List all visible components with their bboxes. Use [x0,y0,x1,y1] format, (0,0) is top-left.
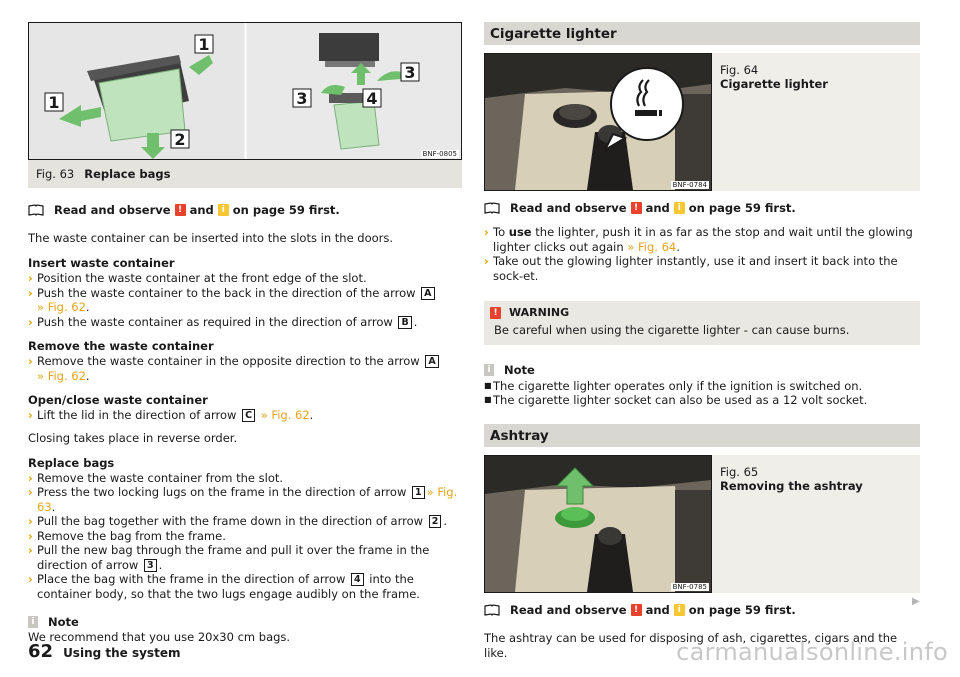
note-heading: i Note [28,615,462,629]
note-bullet-2: ■ The cigarette lighter socket can also be used as a 12 volt socket. [484,393,920,407]
fig-64-link[interactable]: » Fig. 64 [627,239,677,254]
chevron-right-icon: › [28,354,33,368]
lighter-symbol [635,110,657,116]
fig-63-link[interactable]: » Fig. 63 [37,485,458,514]
chevron-right-icon: › [28,543,33,557]
lighter-step-2: › Take out the glowing lighter instantly, use it and insert it back into the sock-et. [484,254,898,283]
bags-step-4: › Remove the bag from the frame. [28,528,226,543]
insert-step-2: › Push the waste container to the back in the direction of the arrow A » Fig. 62. [28,286,462,315]
arrow-key-c: C [242,409,255,422]
insert-step-3: › Push the waste container as required in the direction of arrow B . [28,314,418,329]
figure-65-code: BNF-0785 [672,583,707,591]
book-icon [484,202,500,214]
figure-64-title: Cigarette lighter [720,77,828,91]
chevron-right-icon: › [28,485,33,499]
arrow-key-1: 1 [412,486,425,499]
fig-62-link[interactable]: » Fig. 62 [37,368,86,383]
insert-heading: Insert waste container [28,256,175,270]
continue-arrow-icon: ▶ [912,596,920,607]
replace-bags-illustration [29,23,461,159]
figure-64-caption [712,53,836,191]
ref-post-text: on page 59 first. [232,203,340,217]
figure-65-title: Removing the ashtray [720,479,863,493]
ashtray-heading: Ashtray [484,424,920,447]
cigarette-lighter-heading: Cigarette lighter [484,22,920,45]
bags-step-2: › Press the two locking lugs on the frame in the direction of arrow 1 » Fig. 63. [28,485,458,514]
figure-65-number: Fig. 65 [720,465,759,479]
bags-step-5: › Pull the new bag through the frame and pull it over the frame in the direction of arrow 3 . [28,543,430,572]
arrow-key-3: 3 [144,559,157,572]
figure-63-number: Fig. 63 [36,167,75,181]
figure-64-number: Fig. 64 [720,63,759,77]
figure-63-code: BNF-0805 [422,150,457,158]
book-icon [484,604,500,616]
ashtray-read-observe-reference: Read and observe ! and i on page 59 first. [484,603,920,617]
figure-64-code: BNF-0784 [672,181,707,189]
chevron-right-icon: › [28,528,33,543]
closing-paragraph: Closing takes place in reverse order. [28,430,238,445]
callout-3a: 3 [404,63,416,82]
callout-3b: 3 [296,89,308,108]
figure-65-image [484,455,712,593]
cigarette-lighter-illustration [485,54,711,190]
fig-62-link[interactable]: » Fig. 62 [260,408,310,422]
warning-text: Be careful when using the cigarette lighter - can cause burns. [494,323,850,337]
chevron-right-icon: › [28,470,33,485]
info-icon: i [218,204,229,216]
callout-4: 4 [366,89,378,108]
ashtray-illustration [485,456,711,592]
exclamation-icon: ! [631,202,642,214]
arrow-key-b: B [398,316,411,329]
bags-step-3: › Pull the bag together with the frame down in the direction of arrow 2 . [28,514,447,528]
info-icon: i [674,202,685,214]
chevron-right-icon: › [484,225,489,239]
left-column [28,22,462,645]
watermark: carmanualsonline.info [676,638,948,666]
book-icon [28,204,44,216]
read-observe-reference [28,203,462,217]
figure-65 [484,455,920,593]
arrow-key-a: A [425,355,438,368]
exclamation-icon: ! [490,307,501,319]
ref-pre-text: Read and observe [54,203,171,217]
openclose-heading: Open/close waste container [28,393,208,407]
exclamation-icon: ! [631,604,642,616]
note-bullet-1: ■ The cigarette lighter operates only if the ignition is switched on. [484,379,920,393]
ashtray-paragraph: The ashtray can be used for disposing of ash, cigarettes, cigars and the like. [484,631,898,660]
chevron-right-icon: › [28,408,33,422]
ref-mid-text: and [189,203,214,217]
page-footer [28,641,180,662]
figure-63-title: Replace bags [84,167,171,181]
lighter-note-heading: i Note [484,363,920,377]
openclose-step-1: › Lift the lid in the direction of arrow C » Fig. 62. [28,408,314,422]
chevron-right-icon: › [484,254,489,268]
intro-paragraph: The waste container can be inserted into the slots in the doors. [28,231,394,245]
chevron-right-icon: › [28,514,33,528]
bags-step-6: › Place the bag with the frame in the direction of arrow 4 into the container body, so that the two lugs engage audibly on the frame. [28,572,420,601]
chevron-right-icon: › [28,572,33,586]
chevron-right-icon: › [28,271,33,285]
warning-label: WARNING [509,306,570,319]
figure-63-caption [28,160,462,188]
figure-64-image [484,53,712,191]
lighter-step-1: › To use the lighter, push it in as far as the stop and wait until the glowing lighter clicks out again » Fig. 64. [484,225,913,254]
info-icon: i [28,616,38,628]
callout-1a: 1 [198,35,210,54]
info-icon: i [484,364,494,376]
bags-step-1: › Remove the waste container from the slot. [28,470,284,485]
warning-box [484,301,920,345]
callout-1b: 1 [48,93,60,112]
footer-section: Using the system [63,646,181,660]
info-icon: i [674,604,685,616]
arrow-key-2: 2 [429,515,442,528]
arrow-key-a: A [421,287,434,300]
bags-heading: Replace bags [28,455,115,470]
figure-65-caption [712,455,871,593]
right-column [484,22,920,661]
chevron-right-icon: › [28,285,33,300]
arrow-key-4: 4 [351,573,364,586]
insert-step-1: › Position the waste container at the front edge of the slot. [28,271,367,285]
remove-heading: Remove the waste container [28,339,214,353]
remove-step-1: › Remove the waste container in the opposite direction to the arrow A » Fig. 62. [28,354,462,383]
fig-62-link[interactable]: » Fig. 62 [37,300,86,314]
note-text: We recommend that you use 20x30 cm bags. [28,630,291,644]
lighter-read-observe-reference: Read and observe ! and i on page 59 first. [484,201,920,215]
page-number: 62 [28,641,54,662]
exclamation-icon: ! [175,204,186,216]
chevron-right-icon: › [28,314,33,329]
callout-2: 2 [174,130,186,149]
figure-63-image [28,22,462,160]
figure-64 [484,53,920,191]
